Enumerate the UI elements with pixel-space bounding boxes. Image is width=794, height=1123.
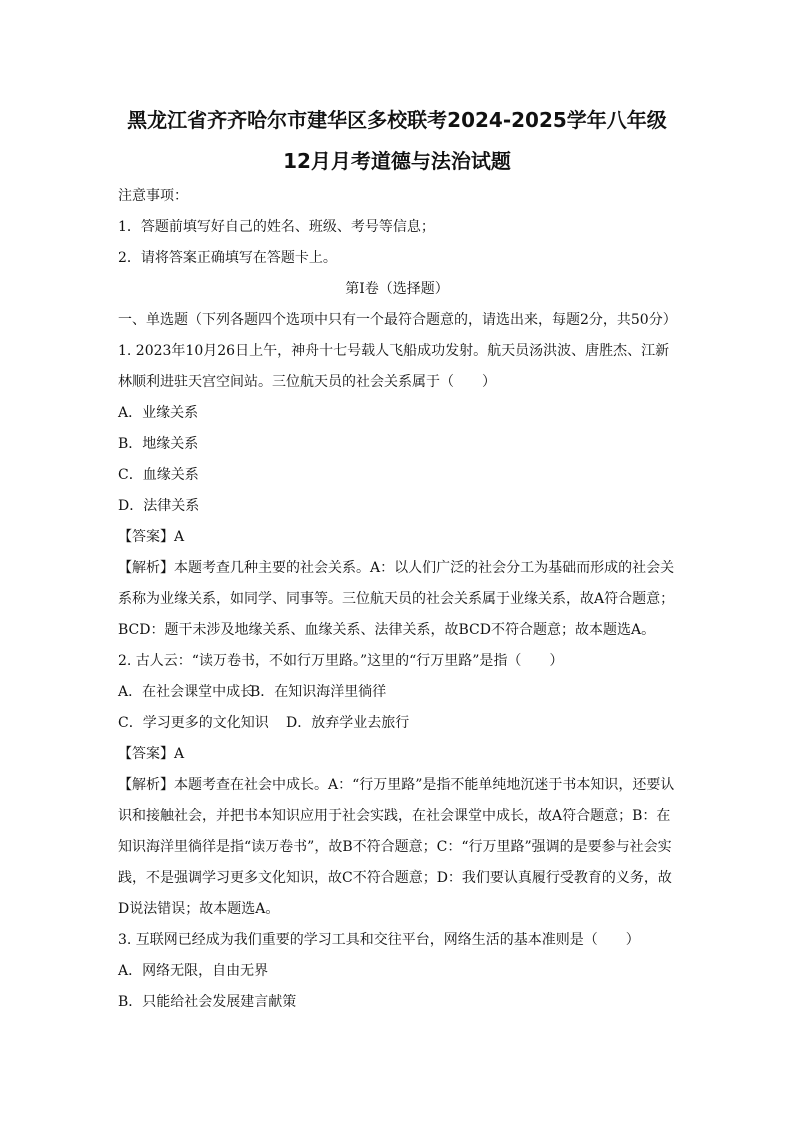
q3-option-a: A．网络无限，自由无界 <box>118 963 269 979</box>
q1-option-c: C．血缘关系 <box>118 467 199 483</box>
volume-title: 第I卷（选择题） <box>345 281 449 297</box>
q1-stem-line2: 林顺利进驻天宫空间站。三位航天员的社会关系属于（ ） <box>118 374 496 390</box>
q1-option-b: B．地缘关系 <box>118 436 199 452</box>
part-title: 一、单选题（下列各题四个选项中只有一个最符合题意的，请选出来，每题2分，共50分） <box>118 312 677 328</box>
q2-stem-line1: 2. 古人云：“读万卷书，不如行万里路。”这里的“行万里路”是指（ ） <box>118 653 564 669</box>
q1-option-d: D．法律关系 <box>118 498 200 514</box>
exam-title-line2: 12月月考道德与法治试题 <box>283 149 511 173</box>
exam-title-line1: 黑龙江省齐齐哈尔市建华区多校联考2024-2025学年八年级 <box>127 108 667 132</box>
q2-analysis-line3: 知识海洋里徜徉是指“读万卷书”，故B不符合题意；C：“行万里路”强调的是要参与社会实 <box>118 839 672 855</box>
q2-option-a: A．在社会课堂中成长 <box>118 684 255 700</box>
q1-analysis-line2: 系称为业缘关系，如同学、同事等。三位航天员的社会关系属于业缘关系，故A符合题意； <box>118 591 675 607</box>
q2-analysis-line1: 【解析】本题考查在社会中成长。A：“行万里路”是指不能单纯地沉迷于书本知识，还要认 <box>118 777 675 793</box>
notes-item-1: 1．答题前填写好自己的姓名、班级、考号等信息； <box>118 219 435 235</box>
q2-analysis-line4: 践，不是强调学习更多文化知识，故C不符合题意；D：我们要认真履行受教育的义务，故 <box>118 870 672 886</box>
q3-stem-line1: 3. 互联网已经成为我们重要的学习工具和交往平台，网络生活的基本准则是（ ） <box>118 932 640 948</box>
q1-analysis-line3: BCD：题干未涉及地缘关系、血缘关系、法律关系，故BCD不符合题意；故本题选A。 <box>118 622 656 638</box>
q2-analysis-line5: D说法错误；故本题选A。 <box>118 901 280 917</box>
q1-analysis-line1: 【解析】本题考查几种主要的社会关系。A：以人们广泛的社会分工为基础而形成的社会关 <box>118 560 675 576</box>
q1-option-a: A．业缘关系 <box>118 405 199 421</box>
q2-option-c: C．学习更多的文化知识 <box>118 715 269 731</box>
q2-analysis-line2: 识和接触社会，并把书本知识应用于社会实践，在社会课堂中成长，故A符合题意；B：在 <box>118 808 671 824</box>
q1-stem-line1: 1. 2023年10月26日上午，神舟十七号载人飞船成功发射。航天员汤洪波、唐胜杰、江新 <box>118 343 670 359</box>
q2-option-d: D．放弃学业去旅行 <box>286 715 410 731</box>
q1-answer: 【答案】A <box>118 529 185 545</box>
q2-option-b: B．在知识海洋里徜徉 <box>250 684 387 700</box>
q3-option-b: B．只能给社会发展建言献策 <box>118 994 297 1010</box>
q2-options-row1 <box>118 683 387 701</box>
notes-item-2: 2．请将答案正确填写在答题卡上。 <box>118 250 337 266</box>
notes-heading: 注意事项： <box>118 188 188 204</box>
q2-answer: 【答案】A <box>118 746 185 762</box>
q2-options-row2 <box>118 714 410 732</box>
